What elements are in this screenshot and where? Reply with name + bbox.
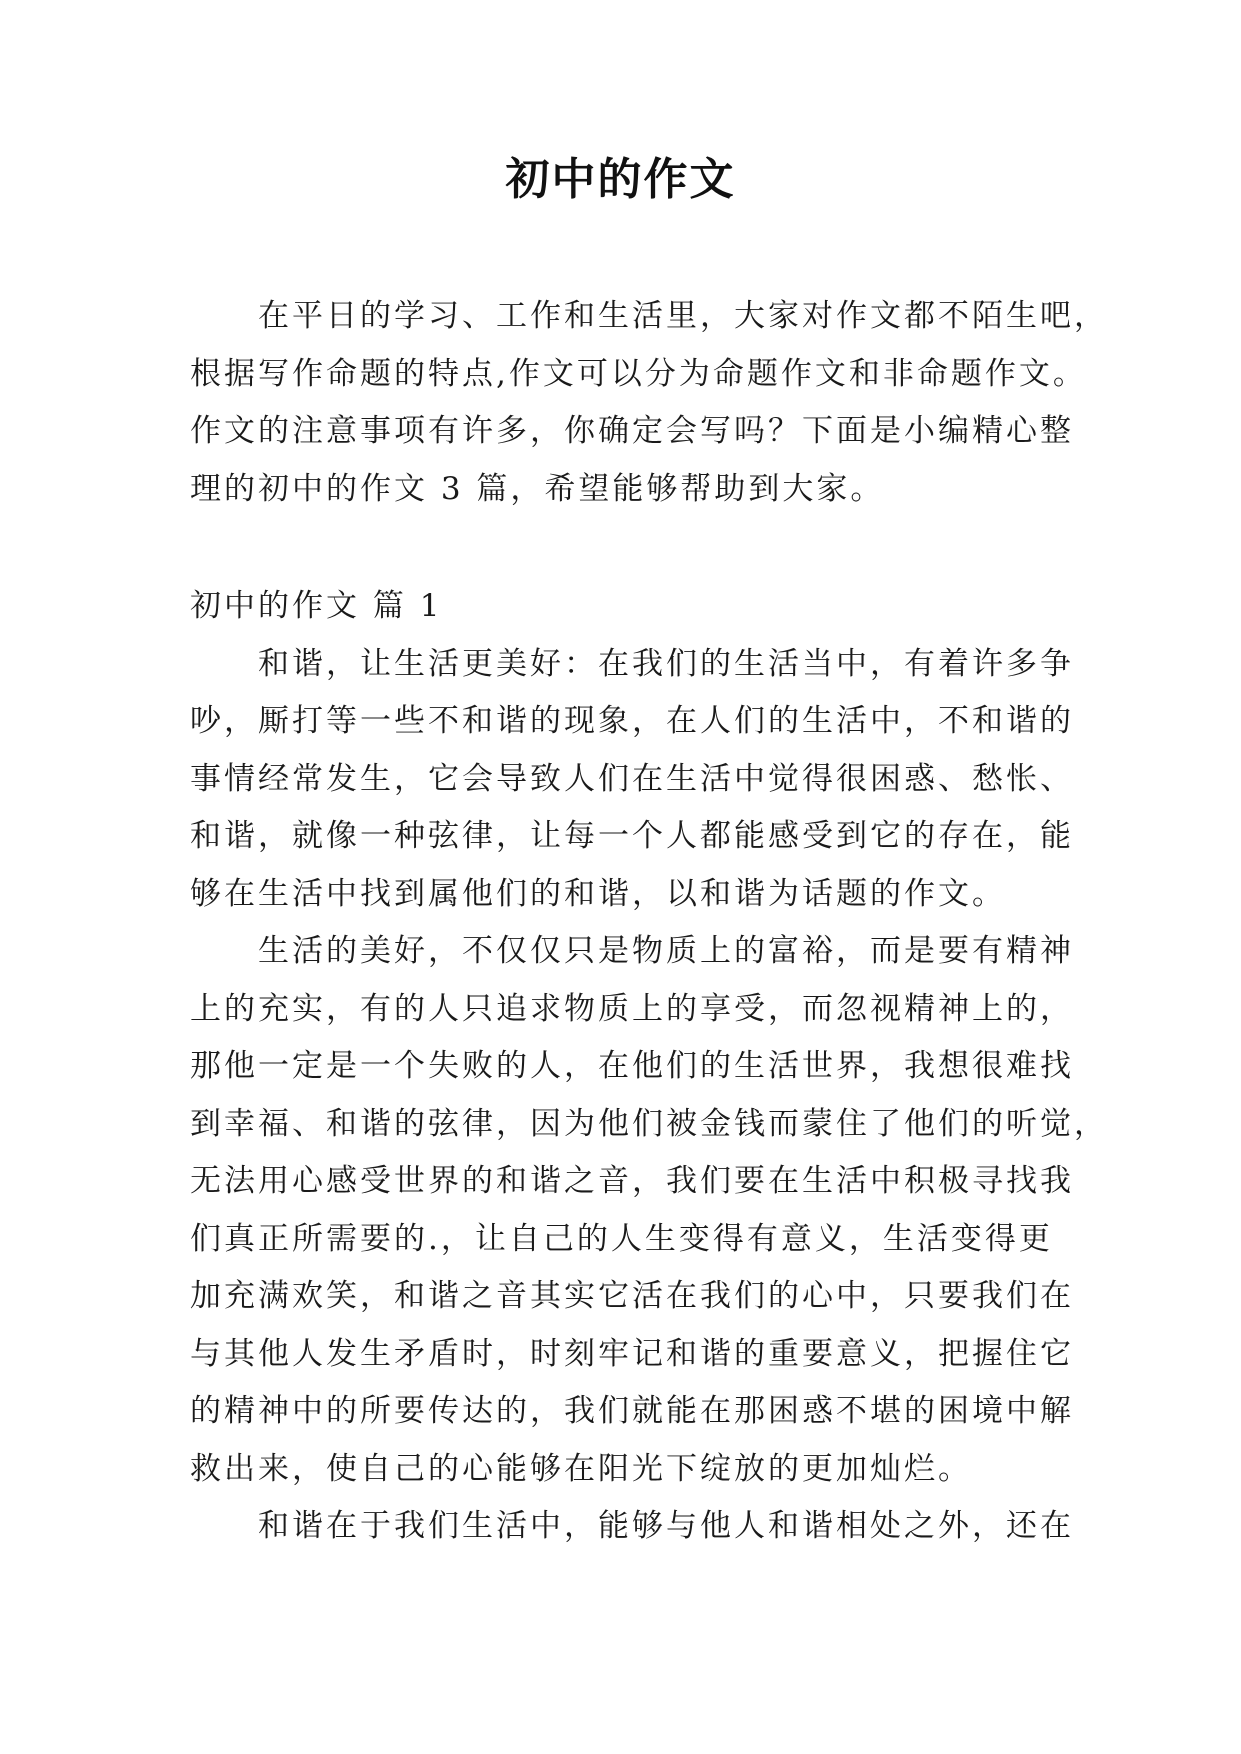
essay-section-1 [190,578,1108,1556]
intro-paragraph [190,288,1108,518]
text-line: 无法用心感受世界的和谐之音，我们要在生活中积极寻找我 [190,1163,1074,1199]
section-heading: 初中的作文 篇 1 [190,588,443,624]
text-line: 那他一定是一个失败的人，在他们的生活世界，我想很难找 [190,1048,1074,1084]
intro-line: 根据写作命题的特点,作文可以分为命题作文和非命题作文。 [190,355,1087,392]
intro-line: 在平日的学习、工作和生活里，大家对作文都不陌生吧， [190,298,1108,334]
intro-line: 理的初中的作文 3 篇，希望能够帮助到大家。 [190,470,885,507]
document-title: 初中的作文 [505,154,736,205]
text-line: 吵，厮打等一些不和谐的现象，在人们的生活中，不和谐的 [190,703,1074,739]
intro-line: 作文的注意事项有许多，你确定会写吗？下面是小编精心整 [190,413,1074,449]
text-line: 和谐，让生活更美好：在我们的生活当中，有着许多争 [190,645,1074,682]
text-line: 到幸福、和谐的弦律，因为他们被金钱而蒙住了他们的听觉， [190,1105,1108,1142]
text-line: 加充满欢笑，和谐之音其实它活在我们的心中，只要我们在 [190,1278,1074,1314]
text-line: 上的充实，有的人只追求物质上的享受，而忽视精神上的， [190,990,1074,1027]
text-line: 和谐在于我们生活中，能够与他人和谐相处之外，还在 [190,1508,1074,1544]
text-line: 生活的美好，不仅仅只是物质上的富裕，而是要有精神 [190,933,1074,969]
text-line: 们真正所需要的.，让自己的人生变得有意义，生活变得更 [190,1220,1053,1257]
text-line: 事情经常发生，它会导致人们在生活中觉得很困惑、愁怅、 [190,760,1074,797]
text-line: 救出来，使自己的心能够在阳光下绽放的更加灿烂。 [190,1450,972,1487]
text-line: 与其他人发生矛盾时，时刻牢记和谐的重要意义，把握住它 [190,1335,1074,1372]
text-line: 的精神中的所要传达的，我们就能在那困惑不堪的困境中解 [190,1393,1074,1429]
text-line: 够在生活中找到属他们的和谐，以和谐为话题的作文。 [190,875,1006,912]
text-line: 和谐，就像一种弦律，让每一个人都能感受到它的存在，能 [190,818,1074,854]
